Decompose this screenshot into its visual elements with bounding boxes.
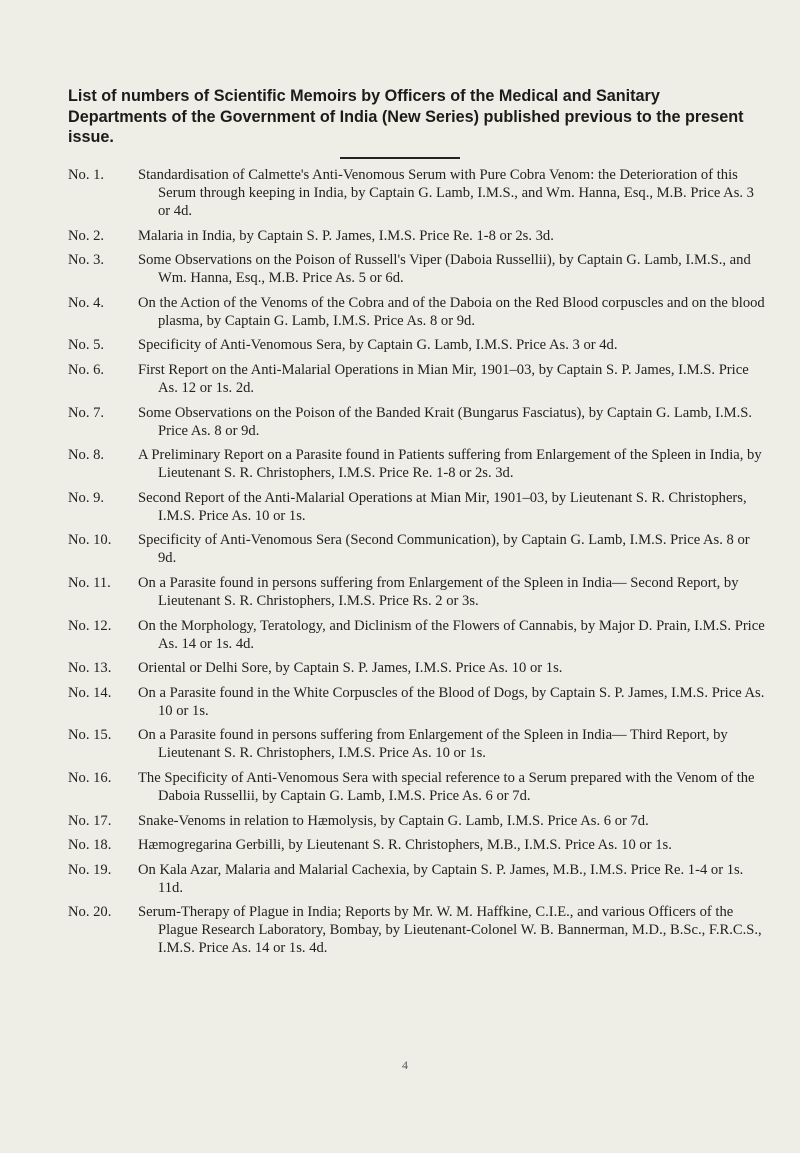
list-item: [0, 227, 800, 245]
list-item: [0, 684, 800, 720]
list-item: [0, 836, 800, 854]
list-item: [0, 294, 800, 330]
entry-text: On the Action of the Venoms of the Cobra and of the Daboia on the Red Blood corpuscles and on the blood plasma, by Captain G. Lamb, I.M.S. Price As. 8 or 9d.: [138, 294, 765, 329]
entry-text: Some Observations on the Poison of Russell's Viper (Daboia Russellii), by Captain G. Lamb, I.M.S., and Wm. Hanna, Esq., M.B. Price As. 5 or 6d.: [138, 252, 751, 287]
entry-text: On Kala Azar, Malaria and Malarial Cachexia, by Captain S. P. James, M.B., I.M.S. Price Re. 1-4 or 1s. 11d.: [138, 861, 744, 896]
entry-number: No. 17.: [68, 812, 112, 829]
entry-number: No. 14.: [68, 684, 112, 701]
list-item: [0, 446, 800, 482]
entry-number: No. 15.: [68, 727, 112, 744]
entry-text: Snake-Venoms in relation to Hæmolysis, by Captain G. Lamb, I.M.S. Price As. 6 or 7d.: [138, 812, 649, 829]
list-item: [0, 861, 800, 897]
entry-text: Some Observations on the Poison of the Banded Krait (Bungarus Fasciatus), by Captain G. Lamb, I.M.S. Price As. 8 or 9d.: [138, 404, 753, 439]
entry-text: Malaria in India, by Captain S. P. James, I.M.S. Price Re. 1-8 or 2s. 3d.: [138, 227, 554, 244]
entry-number: No. 19.: [68, 861, 112, 878]
entry-number: No. 20.: [68, 904, 112, 921]
list-item: [0, 251, 800, 287]
entry-text: Hæmogregarina Gerbilli, by Lieutenant S. R. Christophers, M.B., I.M.S. Price As. 10 or 1s.: [138, 837, 672, 854]
memoir-list: [0, 166, 800, 964]
entry-text: On a Parasite found in the White Corpuscles of the Blood of Dogs, by Captain S. P. James, I.M.S. Price As. 10 or 1s.: [138, 684, 765, 719]
entry-text: Specificity of Anti-Venomous Sera (Second Communication), by Captain G. Lamb, I.M.S. Price As. 8 or 9d.: [138, 532, 750, 567]
page-mark: 4: [402, 1058, 408, 1072]
list-item: [0, 166, 800, 220]
list-item: [0, 361, 800, 397]
list-item: [0, 574, 800, 610]
entry-number: No. 8.: [68, 447, 105, 464]
list-item: [0, 531, 800, 567]
entry-number: No. 18.: [68, 837, 112, 854]
list-item: [0, 404, 800, 440]
list-item: [0, 659, 800, 677]
entry-number: No. 16.: [68, 769, 112, 786]
entry-text: On a Parasite found in persons suffering from Enlargement of the Spleen in India— Third Report, by Lieutenant S. R. Christophers, I.M.S. Price As. 10 or 1s.: [138, 727, 728, 762]
entry-text: A Preliminary Report on a Parasite found in Patients suffering from Enlargement of the Spleen in India, by Lieutenant S. R. Christophers, I.M.S. Price Re. 1-8 or 2s. 3d.: [138, 447, 762, 482]
entry-number: No. 5.: [68, 337, 105, 354]
list-item: [0, 769, 800, 805]
entry-number: No. 7.: [68, 404, 105, 421]
entry-text: Specificity of Anti-Venomous Sera, by Captain G. Lamb, I.M.S. Price As. 3 or 4d.: [138, 337, 618, 354]
entry-text: Serum-Therapy of Plague in India; Reports by Mr. W. M. Haffkine, C.I.E., and various Officers of the Plague Research Laboratory, Bombay, by Lieutenant-Colonel W. B. Bannerman, M.D., B.Sc., F.R.C.S., I.M.S. Price As. 14 or 1s. 4d.: [138, 904, 762, 957]
list-item: [0, 726, 800, 762]
page-title: List of numbers of Scientific Memoirs by Officers of the Medical and Sanitary Departments of the Government of India (New Series) published previous to the present issue.: [68, 87, 744, 146]
list-item: [0, 812, 800, 830]
entry-number: No. 6.: [68, 361, 105, 378]
entry-number: No. 3.: [68, 252, 105, 269]
entry-number: No. 11.: [68, 574, 111, 591]
entry-text: The Specificity of Anti-Venomous Sera with special reference to a Serum prepared with the Venom of the Daboia Russellii, by Captain G. Lamb, I.M.S. Price As. 6 or 7d.: [138, 769, 755, 804]
entry-number: No. 10.: [68, 532, 112, 549]
entry-number: No. 4.: [68, 294, 105, 311]
entry-text: Oriental or Delhi Sore, by Captain S. P. James, I.M.S. Price As. 10 or 1s.: [138, 660, 563, 677]
list-item: [0, 336, 800, 354]
entry-text: Second Report of the Anti-Malarial Operations at Mian Mir, 1901–03, by Lieutenant S. R. Christophers, I.M.S. Price As. 10 or 1s.: [138, 489, 747, 524]
list-item: [0, 489, 800, 525]
entry-number: No. 2.: [68, 227, 105, 244]
entry-text: First Report on the Anti-Malarial Operations in Mian Mir, 1901–03, by Captain S. P. James, I.M.S. Price As. 12 or 1s. 2d.: [138, 361, 749, 396]
entry-number: No. 1.: [68, 167, 105, 183]
entry-text: Standardisation of Calmette's Anti-Venomous Serum with Pure Cobra Venom: the Deterioration of this Serum through keeping in India, by Captain G. Lamb, I.M.S., and Wm. Hanna, Esq., M.B. Price As. 3 or 4d.: [138, 167, 754, 219]
list-item: [0, 617, 800, 653]
entry-number: No. 9.: [68, 489, 105, 506]
entry-text: On the Morphology, Teratology, and Diclinism of the Flowers of Cannabis, by Major D. Prain, I.M.S. Price As. 14 or 1s. 4d.: [138, 617, 765, 652]
title-divider: [340, 157, 460, 159]
entry-text: On a Parasite found in persons suffering from Enlargement of the Spleen in India— Second Report, by Lieutenant S. R. Christophers, I.M.S. Price Rs. 2 or 3s.: [138, 574, 739, 609]
list-item: [0, 903, 800, 957]
entry-number: No. 13.: [68, 660, 112, 677]
entry-number: No. 12.: [68, 617, 112, 634]
